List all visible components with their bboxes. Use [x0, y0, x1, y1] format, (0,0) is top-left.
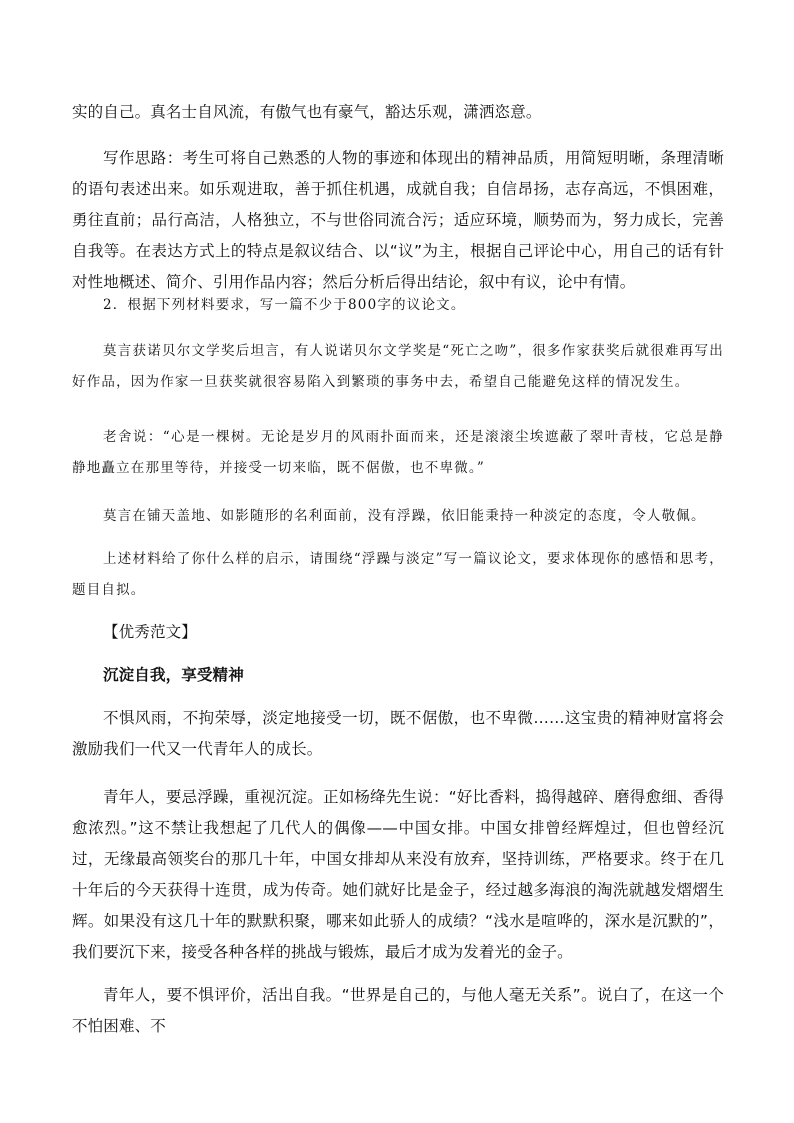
question-prompt: 2．根据下列材料要求，写一篇不少于800字的议论文。: [103, 297, 466, 313]
essay-title: 沉淀自我，享受精神: [103, 666, 244, 684]
section-heading: 【优秀范文】: [103, 623, 197, 641]
paragraph-writing-approach: 写作思路：考生可将自己熟悉的人物的事迹和体现出的精神品质，用简短明晰，条理清晰的语句表述出来。如乐观进取，善于抓住机遇，成就自我；自信昂扬，志存高远，不惧困难，勇往直前；品行高洁，人格独立，不与世俗同流合污；适应环境，顺势而为，努力成长，完善自我等。在表达方式上的特点是叙议结合、以“议”为主，根据自己评论中心，用自己的话有针对性地概述、简介、引用作品内容；然后分析后得出结论，叙中有议，论中有情。: [72, 149, 724, 291]
essay-paragraph-3: 青年人，要不惧评价，活出自我。“世界是自己的，与他人毫无关系”。说白了，在这一个不怕困难、不: [72, 986, 724, 1035]
material-paragraph-4: 上述材料给了你什么样的启示，请围绕“浮躁与淡定”写一篇议论文，要求体现你的感悟和思考，题目自拟。: [72, 551, 724, 598]
essay-paragraph-1: 不惧风雨，不拘荣辱，淡定地接受一切，既不倨傲，也不卑微……这宝贵的精神财富将会激励我们一代又一代青年人的成长。: [72, 709, 724, 758]
essay-paragraph-2: 青年人，要忌浮躁，重视沉淀。正如杨绛先生说：“好比香料，捣得越碎、磨得愈细、香得愈浓烈。”这不禁让我想起了几代人的偶像——中国女排。中国女排曾经辉煌过，但也曾经沉过，无缘最高领奖台的那几十年，中国女排却从来没有放弃，坚持训练，严格要求。终于在几十年后的今天获得十连贯，成为传奇。她们就好比是金子，经过越多海浪的淘洗就越发熠熠生辉。如果没有这几十年的默默积聚，哪来如此骄人的成绩？“浅水是喧哗的，深水是沉默的”，我们要沉下来，接受各种各样的挑战与锻炼，最后才成为发着光的金子。: [72, 788, 724, 961]
material-paragraph-3: 莫言在铺天盖地、如影随形的名利面前，没有浮躁，依旧能秉持一种淡定的态度，令人敬佩。: [103, 508, 706, 524]
paragraph-continuation: 实的自己。真名士自风流，有傲气也有豪气，豁达乐观，潇洒恣意。: [72, 103, 542, 121]
material-paragraph-2: 老舍说：“心是一棵树。无论是岁月的风雨扑面而来，还是滚滚尘埃遮蔽了翠叶青枝，它总是静静地矗立在那里等待，并接受一切来临，既不倨傲，也不卑微。”: [72, 429, 724, 476]
material-paragraph-1: 莫言获诺贝尔文学奖后坦言，有人说诺贝尔文学奖是“死亡之吻”，很多作家获奖后就很难再写出好作品，因为作家一旦获奖就很容易陷入到繁琐的事务中去，希望自己能避免这样的情况发生。: [72, 343, 724, 390]
